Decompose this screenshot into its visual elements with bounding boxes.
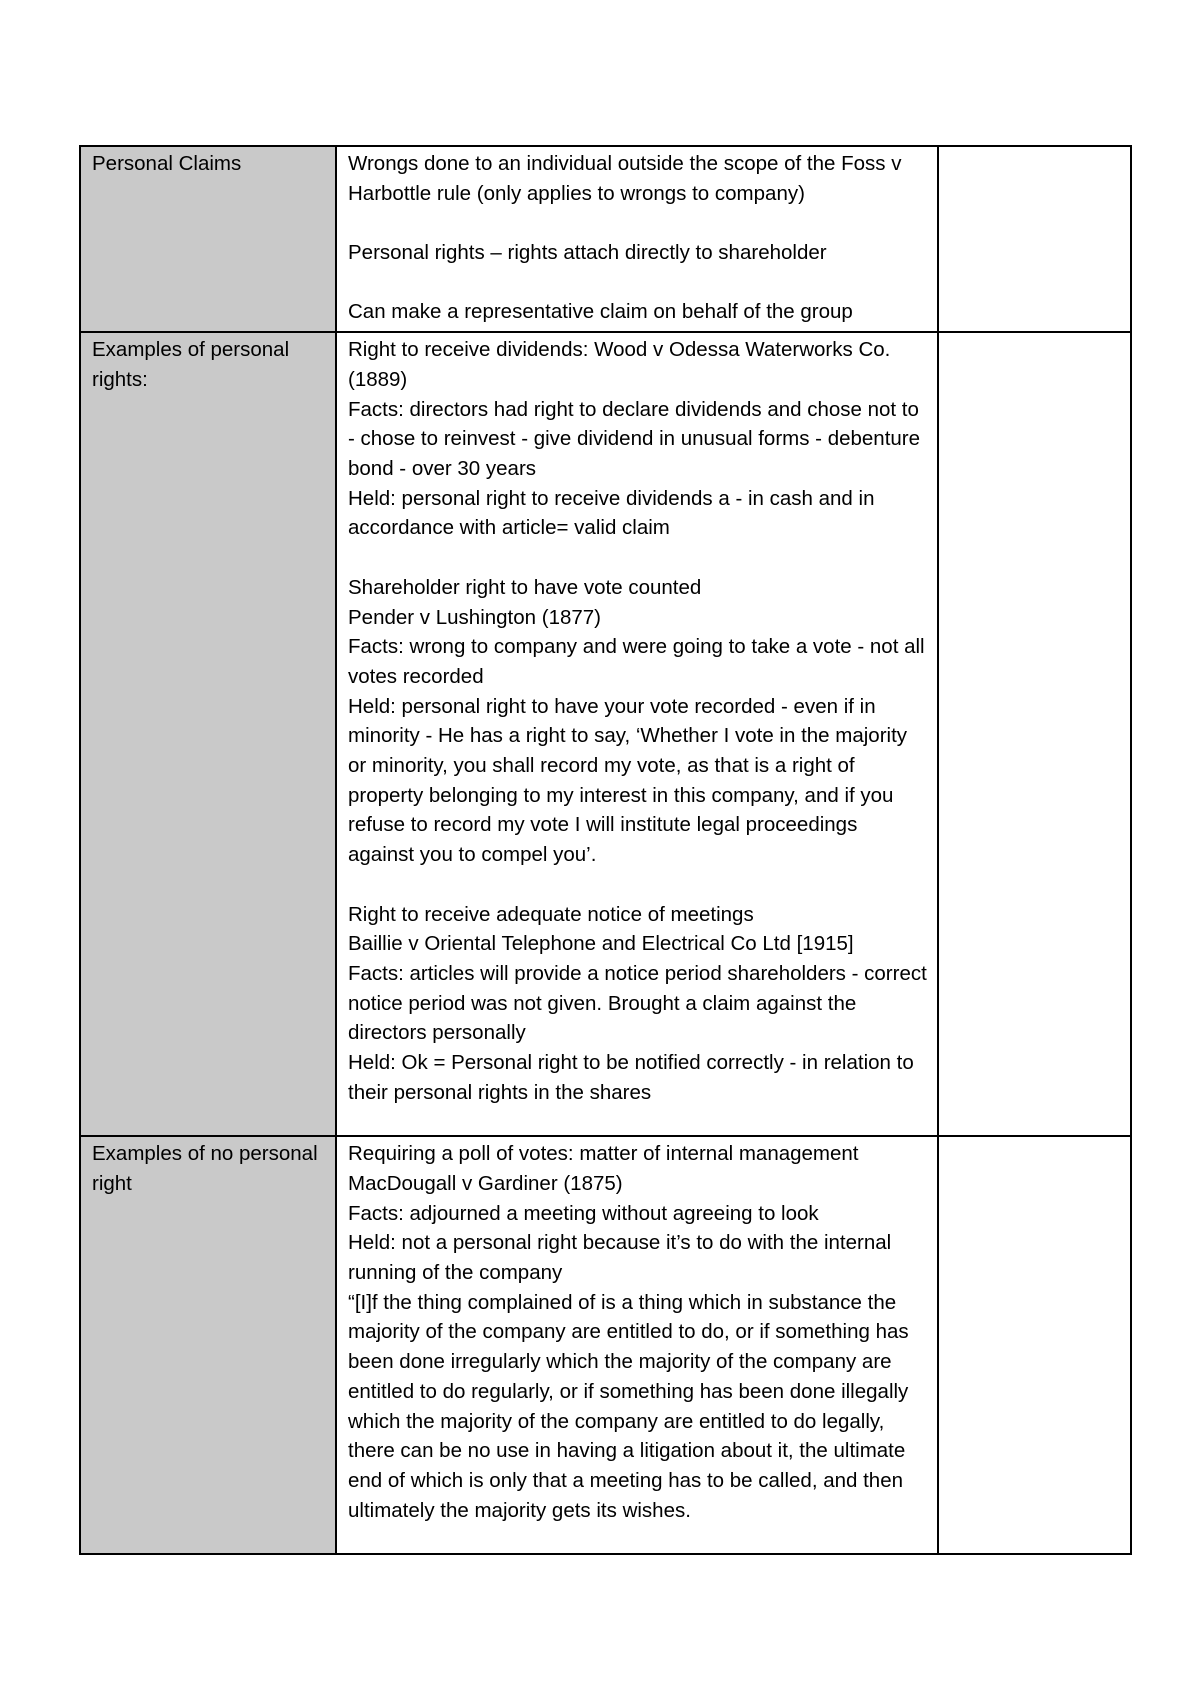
- blank-line: [348, 543, 927, 573]
- row-content-cell: [336, 1136, 938, 1554]
- content-line: Right to receive dividends: Wood v Odessa Waterworks Co. (1889): [348, 338, 891, 391]
- row-label: Examples of personal rights:: [92, 338, 290, 391]
- content-line: Held: not a personal right because it’s to do with the internal running of the company: [348, 1231, 892, 1284]
- row-content-cell: [336, 332, 938, 1136]
- content-line: Baillie v Oriental Telephone and Electrical Co Ltd [1915]: [348, 932, 854, 956]
- content-line: Wrongs done to an individual outside the scope of the Foss v Harbottle rule (only applies to wrongs to company): [348, 152, 902, 205]
- content-line: Held: personal right to receive dividends a - in cash and in accordance with article= valid claim: [348, 486, 875, 540]
- row-label: Personal Claims: [92, 152, 242, 175]
- content-line: MacDougall v Gardiner (1875): [348, 1171, 623, 1195]
- row-label-cell: [80, 146, 336, 332]
- content-line: Facts: directors had right to declare dividends and chose not to - chose to reinvest - give dividend in unusual forms - debenture bond - over 30 years: [348, 397, 921, 480]
- blank-line: [348, 870, 927, 900]
- content-line: Can make a representative claim on behalf of the group: [348, 300, 853, 324]
- notes-table: [79, 145, 1132, 1555]
- table-row: [80, 146, 1131, 332]
- content-line: Held: personal right to have your vote recorded - even if in minority - He has a right to say, ‘Whether I vote in the majority or minority, you shall record my vote, as that is a right of property belonging to my interest in this company, and if you refuse to record my vote I will institute legal proceedings against you to compel you’.: [348, 694, 908, 867]
- row-content-cell: [336, 146, 938, 332]
- content-line: “[I]f the thing complained of is a thing which in substance the majority of the company are entitled to do, or if something has been done irregularly which the majority of the company are entitled to do regularly, or if something has been done illegally which the majority of the company are entitled to do legally, there can be no use in having a litigation about it, the ultimate end of which is only that a meeting has to be called, and then ultimately the majority gets its wishes.: [348, 1290, 909, 1522]
- content-line: Right to receive adequate notice of meetings: [348, 902, 754, 926]
- content-line: Held: Ok = Personal right to be notified correctly - in relation to their personal rights in the shares: [348, 1051, 914, 1104]
- content-line: Personal rights – rights attach directly to shareholder: [348, 241, 827, 265]
- content-line: Requiring a poll of votes: matter of internal management: [348, 1142, 859, 1166]
- content-line: Pender v Lushington (1877): [348, 605, 602, 629]
- content-line: Shareholder right to have vote counted: [348, 575, 702, 599]
- row-label-cell: [80, 332, 336, 1136]
- row-label: Examples of no personal right: [92, 1142, 318, 1195]
- row-label-cell: [80, 1136, 336, 1554]
- table-row: [80, 1136, 1131, 1554]
- blank-line: [348, 208, 927, 238]
- row-notes-cell: [938, 146, 1131, 332]
- content-line: Facts: adjourned a meeting without agreeing to look: [348, 1201, 819, 1225]
- content-line: Facts: wrong to company and were going to take a vote - not all votes recorded: [348, 635, 925, 688]
- row-notes-cell: [938, 332, 1131, 1136]
- content-line: Facts: articles will provide a notice period shareholders - correct notice period was not given. Brought a claim against the directors personally: [348, 961, 927, 1045]
- row-notes-cell: [938, 1136, 1131, 1554]
- blank-line: [348, 268, 927, 298]
- table-row: [80, 332, 1131, 1136]
